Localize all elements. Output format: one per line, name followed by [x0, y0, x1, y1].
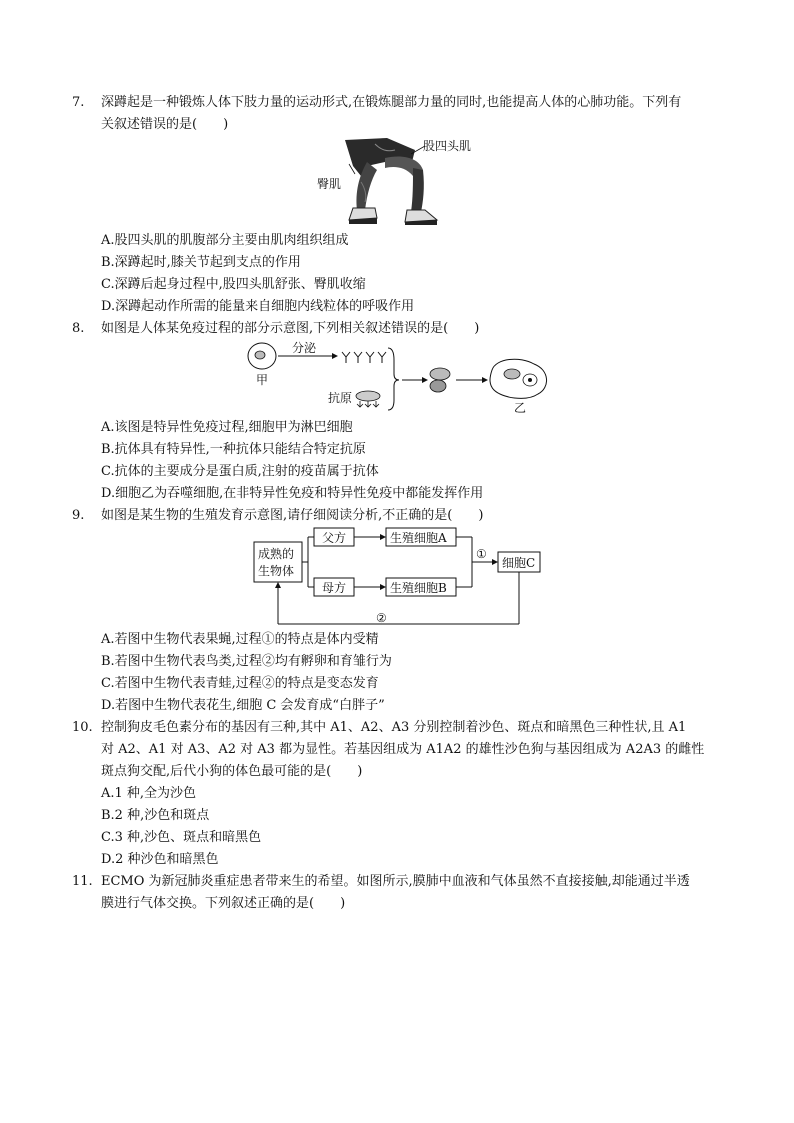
question-10-option-a: A.1 种,全为沙色	[101, 786, 197, 801]
label-quadriceps: 股四头肌	[423, 139, 472, 153]
question-8-option-c: C.抗体的主要成分是蛋白质,注射的疫苗属于抗体	[101, 464, 379, 479]
antibodies-icon	[342, 352, 386, 363]
question-11-stem-line2: 膜进行气体交换。下列叙述正确的是( )	[101, 896, 346, 911]
process-1-mark: ①	[476, 547, 487, 561]
question-11-number: 11.	[72, 874, 93, 889]
reproduction-diagram	[250, 526, 544, 630]
box-cell-a-text: 生殖细胞A	[390, 531, 447, 545]
squat-figure	[315, 136, 485, 228]
question-7-stem-line1: 深蹲起是一种锻炼人体下肢力量的运动形式,在锻炼腿部力量的同时,也能提高人体的心肺功能。下列有	[101, 95, 682, 110]
question-7-option-c: C.深蹲后起身过程中,股四头肌舒张、臀肌收缩	[101, 277, 366, 292]
phagocyte-cell-icon	[490, 359, 547, 398]
immune-process-figure	[244, 340, 556, 416]
question-10-number: 10.	[72, 720, 93, 735]
question-10-stem-line3: 斑点狗交配,后代小狗的体色最可能的是( )	[101, 764, 363, 779]
question-10-option-b: B.2 种,沙色和斑点	[101, 808, 210, 823]
label-secrete: 分泌	[292, 341, 317, 355]
question-7-option-a: A.股四头肌的肌腹部分主要由肌肉组织组成	[101, 233, 349, 248]
question-8-number: 8.	[72, 321, 85, 336]
question-10-stem-line2: 对 A2、A1 对 A3、A2 对 A3 都为显性。若基因组成为 A1A2 的雄性沙色狗与基因组成为 A2A3 的雌性	[101, 742, 705, 757]
question-7-option-d: D.深蹲起动作所需的能量来自细胞内线粒体的呼吸作用	[101, 299, 415, 314]
process-2-mark: ②	[376, 611, 387, 625]
question-11-stem-line1: ECMO 为新冠肺炎重症患者带来生的希望。如图所示,膜肺中血液和气体虽然不直接接触,却能通过半透	[101, 874, 690, 889]
box-cell-c-text: 细胞C	[502, 556, 536, 570]
question-10-option-d: D.2 种沙色和暗黑色	[101, 852, 219, 867]
box-mature-text-2: 生物体	[258, 564, 295, 578]
question-7-stem-line2: 关叙述错误的是( )	[101, 117, 229, 132]
question-10-stem-line1: 控制狗皮毛色素分布的基因有三种,其中 A1、A2、A3 分别控制着沙色、斑点和暗黑色三种性状,且 A1	[101, 720, 687, 735]
box-father-text: 父方	[322, 531, 347, 545]
box-cell-b-text: 生殖细胞B	[390, 581, 447, 595]
question-9-stem: 如图是某生物的生殖发育示意图,请仔细阅读分析,不正确的是( )	[101, 508, 484, 523]
question-7-option-b: B.深蹲起时,膝关节起到支点的作用	[101, 255, 301, 270]
box-mother-text: 母方	[322, 581, 347, 595]
question-8-option-b: B.抗体具有特异性,一种抗体只能结合特定抗原	[101, 442, 366, 457]
question-9-option-a: A.若图中生物代表果蝇,过程①的特点是体内受精	[101, 632, 379, 647]
antigen-antibody-complex-icon	[430, 368, 450, 392]
label-cell-jia: 甲	[256, 373, 269, 387]
label-antigen: 抗原	[328, 391, 353, 405]
question-9-option-b: B.若图中生物代表鸟类,过程②均有孵卵和育雏行为	[101, 654, 392, 669]
question-7-number: 7.	[72, 95, 85, 110]
question-10-option-c: C.3 种,沙色、斑点和暗黑色	[101, 830, 262, 845]
question-8-option-a: A.该图是特异性免疫过程,细胞甲为淋巴细胞	[101, 420, 353, 435]
box-mature-text-1: 成熟的	[258, 547, 295, 561]
question-9-option-d: D.若图中生物代表花生,细胞 C 会发育成“白胖子”	[101, 698, 385, 713]
label-cell-yi: 乙	[514, 401, 527, 415]
label-gluteus: 臀肌	[317, 177, 342, 191]
question-9-option-c: C.若图中生物代表青蛙,过程②的特点是变态发育	[101, 676, 379, 691]
question-8-stem: 如图是人体某免疫过程的部分示意图,下列相关叙述错误的是( )	[101, 321, 480, 336]
question-9-number: 9.	[72, 508, 85, 523]
question-8-option-d: D.细胞乙为吞噬细胞,在非特异性免疫和特异性免疫中都能发挥作用	[101, 486, 484, 501]
